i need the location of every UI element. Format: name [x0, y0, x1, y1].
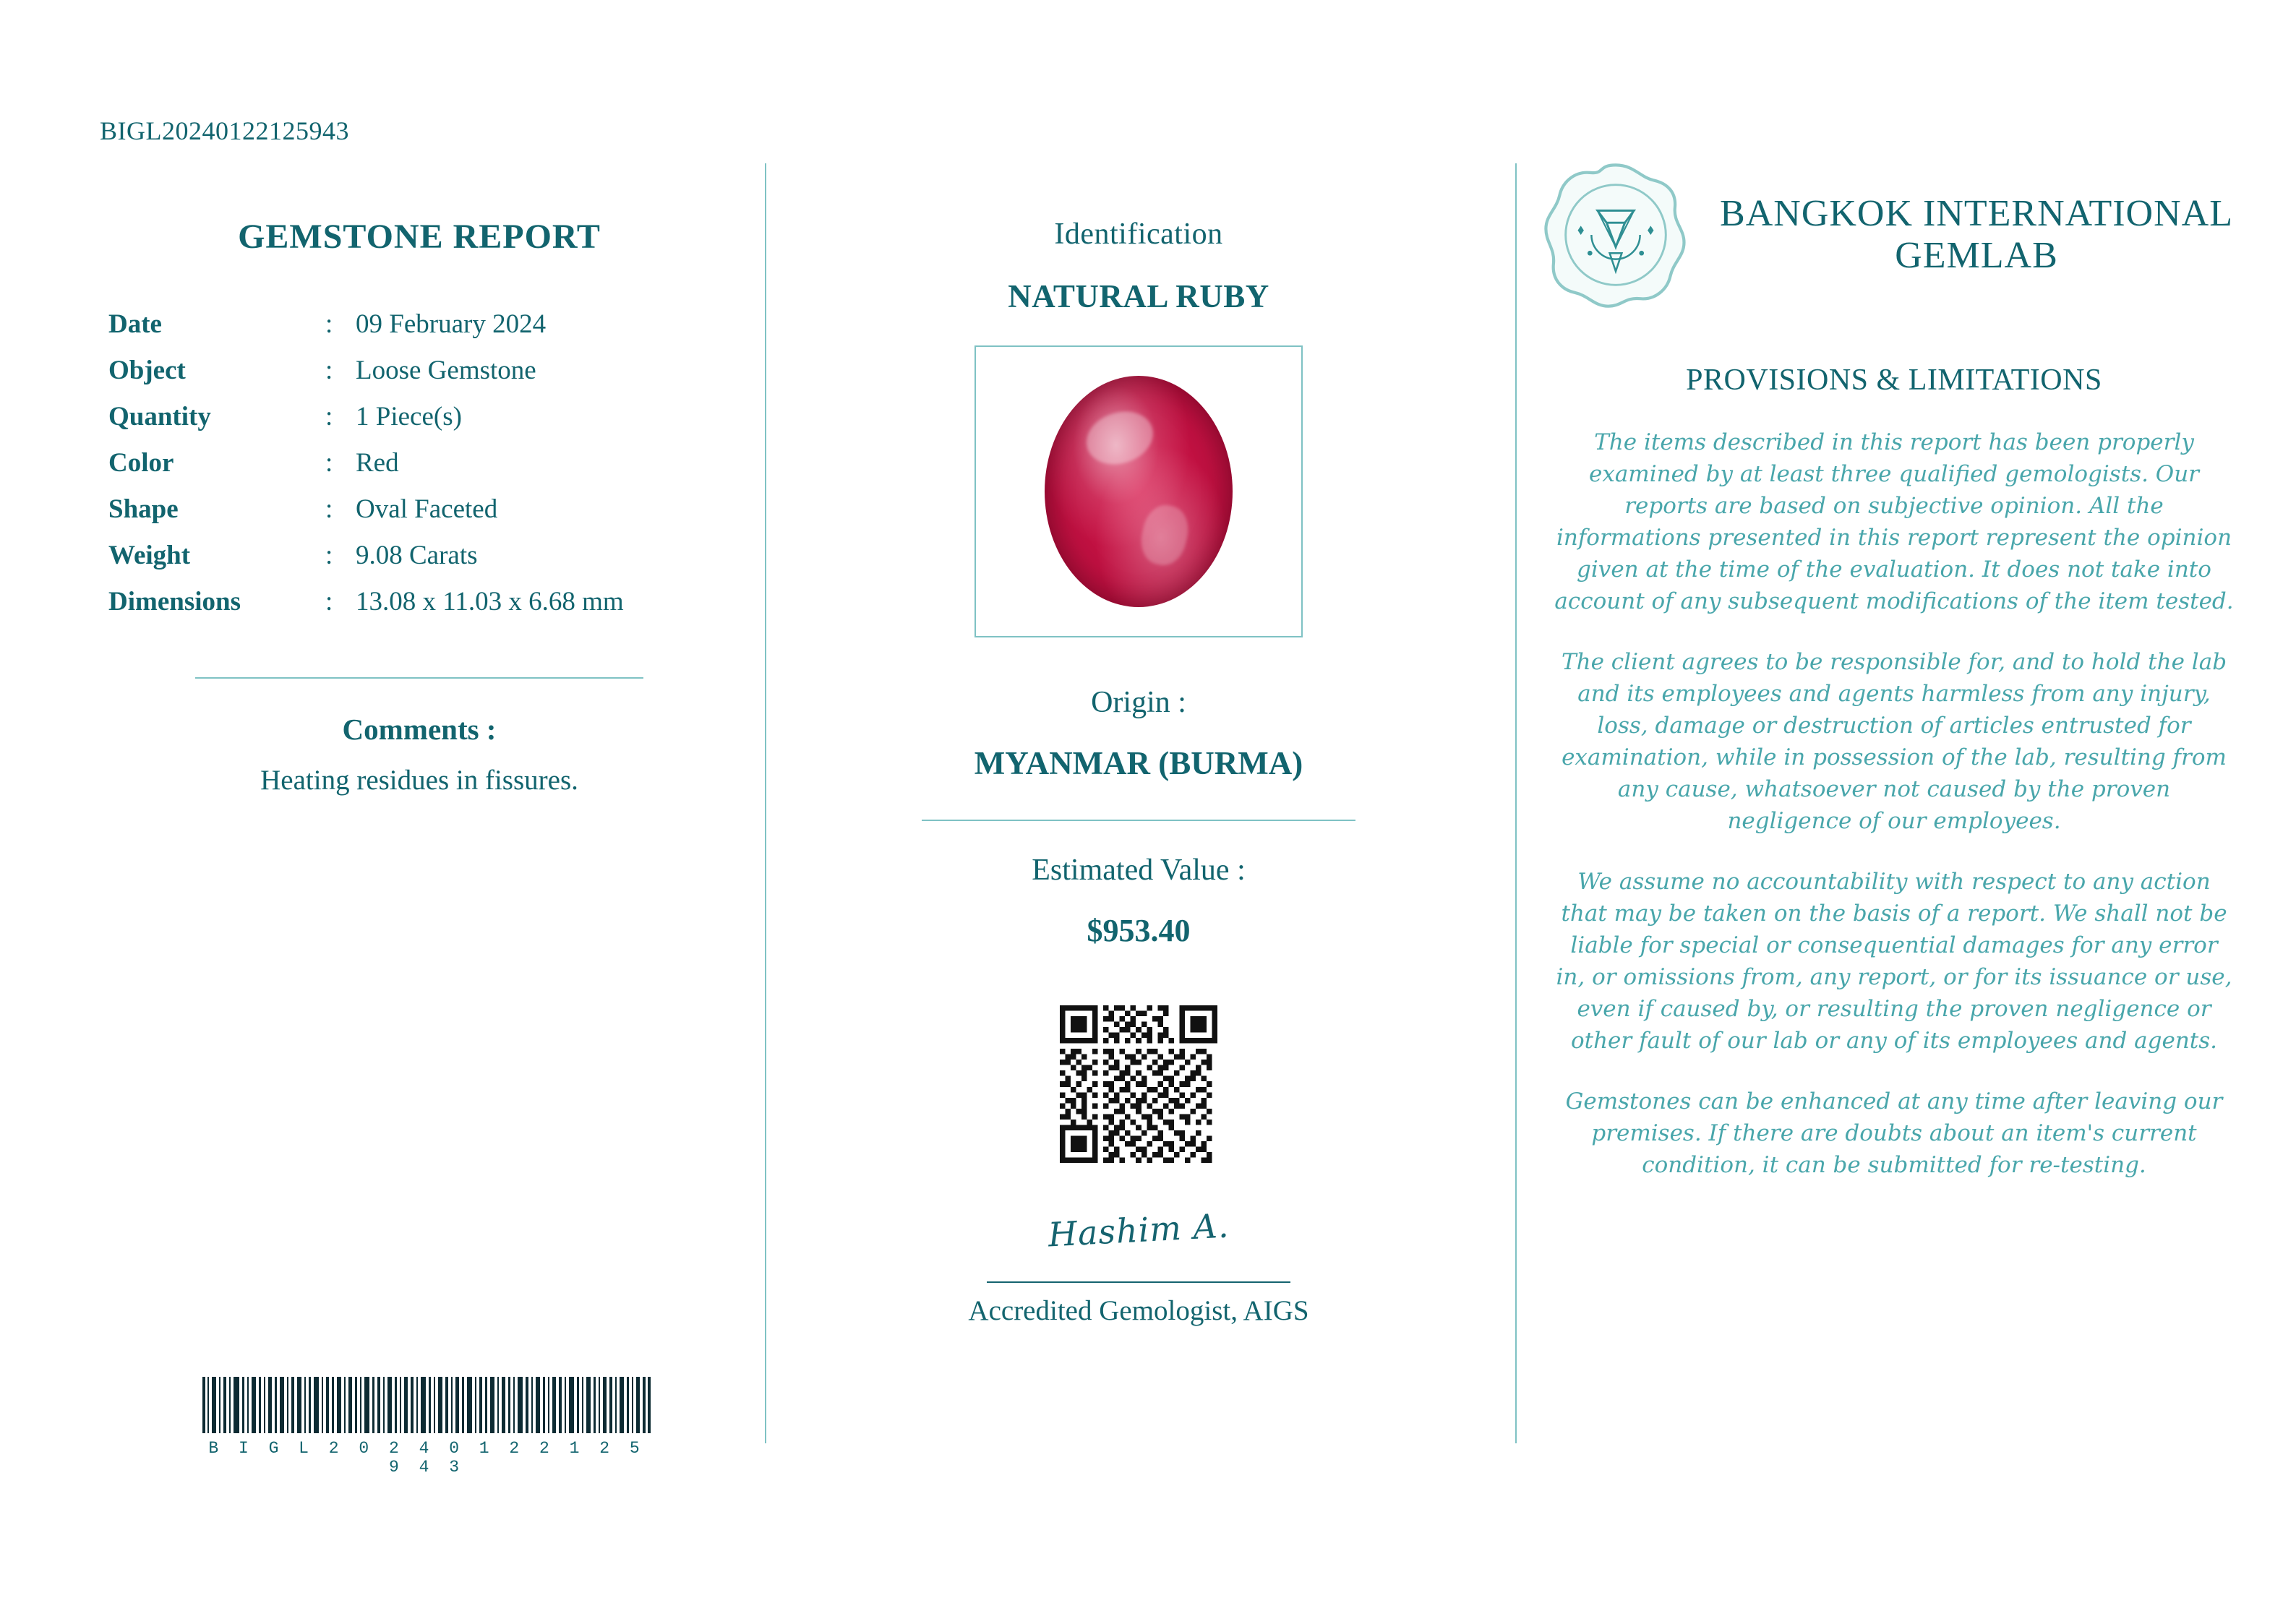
spec-label-object: Object [108, 356, 186, 385]
accredited-gemologist-label: Accredited Gemologist, AIGS [968, 1295, 1309, 1326]
column-divider-left [765, 163, 766, 1443]
provisions-paragraph-2: The client agrees to be responsible for, and to hold the lab and its employees and agents harmless from any injury, loss, damage or destruction of articles entrusted for examination, while in possession of the lab, resulting from any cause, whatsoever not caused by the proven negligence of our employees. [1561, 649, 2227, 835]
spec-value-color: Red [356, 448, 399, 478]
qr-code-svg [1060, 1005, 1217, 1163]
specification-table [101, 301, 737, 625]
report-id: BIGL20240122125943 [100, 116, 349, 145]
provisions-paragraph-3: We assume no accountability with respect to any action that may be taken on the basis of a report. We shall not be liable for special or consequential damages for any error in, or omissions from, any report, or for its issuance or use, even if caused by, or resulting the proven negligence or other fault of our lab or any of its employees and agents. [1556, 869, 2232, 1054]
identification-label: Identification [1054, 218, 1223, 251]
spec-colon: : [325, 494, 333, 524]
spec-value-shape: Oval Faceted [356, 494, 498, 524]
spec-colon: : [325, 402, 333, 431]
spec-label-shape: Shape [108, 494, 179, 524]
barcode-image [202, 1377, 651, 1433]
divider [922, 820, 1355, 821]
barcode-area [202, 1377, 651, 1477]
table-row [101, 533, 737, 579]
brand-name: BANGKOK INTERNATIONAL GEMLAB [1720, 192, 2233, 276]
provisions-paragraph-4: Gemstones can be enhanced at any time after leaving our premises. If there are doubts about an item's current condition, it can be submitted for re-testing. [1565, 1088, 2223, 1179]
signature-area [987, 1206, 1290, 1290]
table-row [101, 301, 737, 348]
identification-panel [788, 217, 1489, 1327]
spec-label-dimensions: Dimensions [108, 587, 241, 616]
barcode-number: B I G L 2 0 2 4 0 1 2 2 1 2 5 9 4 3 [208, 1439, 645, 1477]
qr-code-icon[interactable] [1060, 1005, 1217, 1163]
provisions-panel [1540, 159, 2248, 1181]
column-divider-right [1515, 163, 1517, 1443]
brand-header [1540, 159, 2248, 311]
spec-colon: : [325, 541, 333, 570]
spec-value-date: 09 February 2024 [356, 309, 547, 339]
table-row [101, 394, 737, 440]
provisions-title: PROVISIONS & LIMITATIONS [1686, 364, 2102, 397]
origin-value: MYANMAR (BURMA) [974, 745, 1303, 781]
table-row [101, 486, 737, 533]
table-row [101, 440, 737, 486]
gemlab-logo-icon [1540, 159, 1692, 311]
identification-value: NATURAL RUBY [1008, 278, 1269, 314]
table-row [101, 579, 737, 625]
signature-line [987, 1281, 1290, 1283]
spec-value-quantity: 1 Piece(s) [356, 402, 462, 431]
spec-value-object: Loose Gemstone [356, 356, 536, 385]
spec-value-dimensions: 13.08 x 11.03 x 6.68 mm [356, 587, 624, 616]
estimated-value-amount: $953.40 [1087, 913, 1191, 948]
spec-value-weight: 9.08 Carats [356, 541, 478, 570]
divider [195, 677, 643, 679]
spec-label-weight: Weight [108, 541, 191, 570]
spec-colon: : [325, 356, 333, 385]
gem-image-frame [974, 345, 1303, 637]
estimated-value-label: Estimated Value : [1032, 854, 1246, 887]
spec-label-quantity: Quantity [108, 402, 211, 431]
provisions-paragraph-1: The items described in this report has been properly examined by at least three qualified gemologists. Our reports are based on subjective opinion. All the informations presented in this report represent the opinion given at the time of the evaluation. It does not take into account of any subsequent modifications of the item tested. [1554, 429, 2234, 615]
spec-label-color: Color [108, 448, 174, 478]
comments-title: Comments : [342, 713, 497, 746]
origin-label: Origin : [1091, 686, 1186, 719]
gemstone-report-panel [101, 217, 737, 796]
page-title: GEMSTONE REPORT [238, 218, 601, 256]
spec-colon: : [325, 309, 333, 339]
ruby-gem-image [1045, 376, 1233, 607]
signature-text: Hashim A. [1047, 1206, 1230, 1255]
spec-label-date: Date [108, 309, 162, 339]
spec-colon: : [325, 587, 333, 616]
comments-text: Heating residues in fissures. [260, 765, 578, 796]
table-row [101, 348, 737, 394]
spec-colon: : [325, 448, 333, 478]
